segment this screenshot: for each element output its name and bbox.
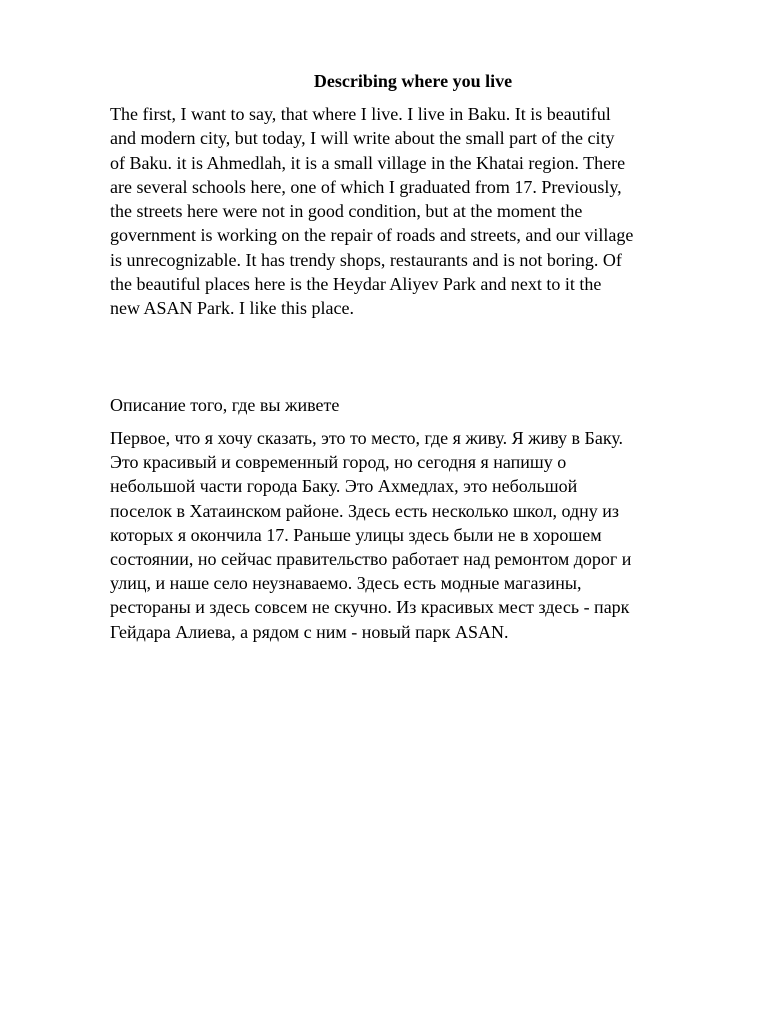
english-line: the beautiful places here is the Heydar Aliyev Park and next to it the [110, 274, 602, 295]
russian-line: поселок в Хатаинском районе. Здесь есть несколько школ, одну из [110, 500, 619, 521]
russian-line: Это красивый и современный город, но сегодня я напишу о [110, 452, 567, 473]
russian-line: улиц, и наше село неузнаваемо. Здесь есть модные магазины, [110, 573, 582, 594]
russian-heading: Описание того, где вы живете [110, 395, 340, 415]
russian-line: состоянии, но сейчас правительство работает над ремонтом дорог и [110, 549, 632, 570]
english-line: of Baku. it is Ahmedlah, it is a small village in the Khatai region. There [110, 152, 626, 173]
russian-line: рестораны и здесь совсем не скучно. Из красивых мест здесь - парк [110, 597, 630, 618]
english-line: are several schools here, one of which I graduated from 17. Previously, [110, 176, 622, 197]
russian-line: Гейдара Алиева, а рядом с ним - новый парк ASAN. [110, 621, 509, 642]
english-line: and modern city, but today, I will write about the small part of the city [110, 128, 615, 149]
english-line: the streets here were not in good condition, but at the moment the [110, 201, 583, 222]
english-line: new ASAN Park. I like this place. [110, 298, 354, 319]
russian-line: небольшой части города Баку. Это Ахмедлах, это небольшой [110, 476, 578, 497]
english-line: The first, I want to say, that where I live. I live in Baku. It is beautiful [110, 104, 611, 124]
english-paragraph [110, 102, 716, 321]
russian-line: Первое, что я хочу сказать, это то место, где я живу. Я живу в Баку. [110, 428, 624, 448]
english-line: is unrecognizable. It has trendy shops, restaurants and is not boring. Of [110, 249, 622, 270]
document-title: Describing where you live [313, 71, 513, 91]
russian-line: которых я окончила 17. Раньше улицы здесь были не в хорошем [110, 524, 602, 545]
russian-paragraph [110, 426, 710, 644]
english-line: government is working on the repair of roads and streets, and our village [110, 225, 634, 246]
